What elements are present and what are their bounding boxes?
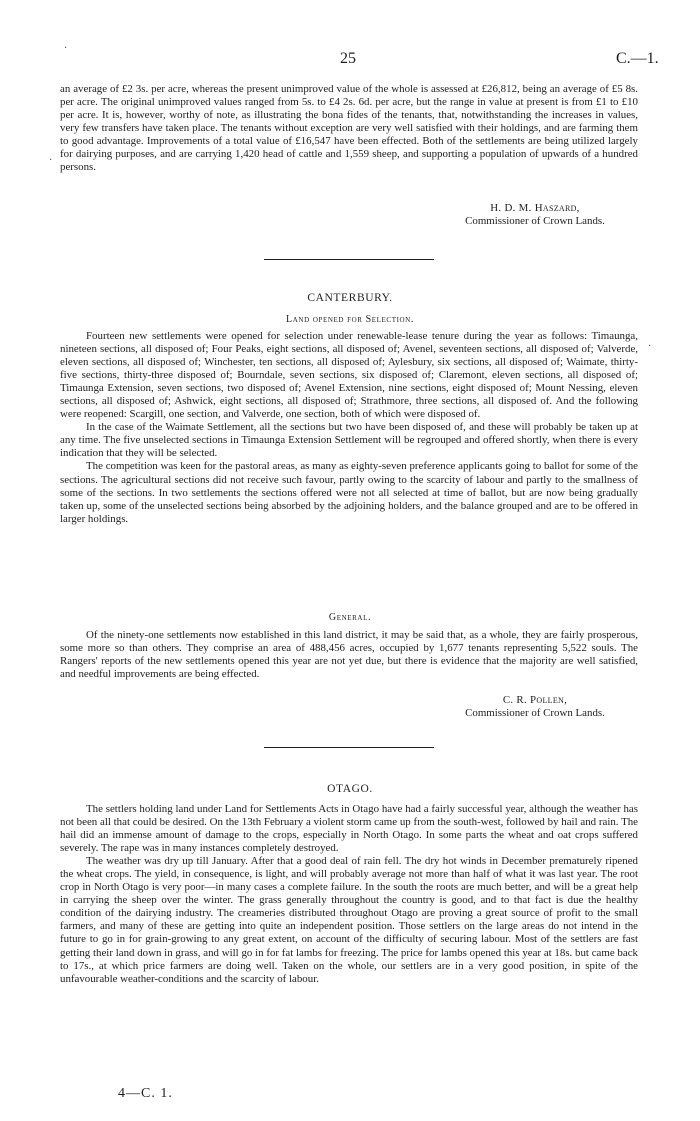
canterbury-paragraph-2: In the case of the Waimate Settlement, all the sections but two have been disposed of, and these will probably be taken up at any time. The five unselected sections in Timaunga Extension Settlement will be regrouped and offered shortly, when there is every indication that they will be selected. xyxy=(60,421,638,460)
canterbury-heading: CANTERBURY. xyxy=(307,292,393,304)
signature-haszard xyxy=(430,202,640,228)
otago-heading: OTAGO. xyxy=(327,783,373,795)
intro-paragraph: an average of £2 3s. per acre, whereas the present unimproved value of the whole is assessed at £26,812, being an average of £5 8s. per acre. The original unimproved values ranged from 5s. to £4 2s. 6d. per acre, but the range in value at present is from £1 to £10 per acre. It is, however, worthy of note, as illustrating the bona fides of the tenants, that, notwithstanding the increases in values, very few transfers have taken place. The tenants without exception are very well satisfied with their holdings, and are farming them to good advantage. Improvements of a total value of £16,547 have been effected. Both of the settlements are being utilized largely for dairying purposes, and are carrying 1,420 head of cattle and 1,559 sheep, and supporting a population of upwards of a hundred persons. xyxy=(60,83,638,174)
signature-title: Commissioner of Crown Lands. xyxy=(465,215,605,228)
signature-pollen xyxy=(430,694,640,720)
canterbury-paragraph-1: Fourteen new settlements were opened for selection under renewable-lease tenure during the year as follows: Timaunga, nineteen sections, all disposed of; Four Peaks, eight sections, all disposed of; Avenel, seventeen sections, all disposed of; Valverde, eleven sections, all disposed of; Winchester, ten sections, all disposed of; Aylesbury, six sections, all disposed of; Waimate, thirty-five sections, thirty-three disposed of; Bourndale, seven sections, six disposed of; Claremont, eleven sections, all disposed of; Timaunga Extension, seven sections, two disposed of; Avenel Extension, nine sections, eight disposed of; Mount Nessing, eleven sections, all disposed of; Ashwick, eight sections, all disposed of; Strathmore, three sections, all disposed of. And the following were reopened: Scargill, one section, and Valverde, one section, both of which were disposed of. xyxy=(60,330,638,421)
section-divider xyxy=(264,747,434,748)
general-paragraph-block xyxy=(60,629,638,681)
signature-name: C. R. Pollen, xyxy=(502,694,568,706)
otago-paragraph-1: The settlers holding land under Land for Settlements Acts in Otago have had a fairly successful year, although the weather has not been all that could be desired. On the 13th February a violent storm came up from the south-west, followed by hail and rain. The hail did an immense amount of damage to the crops, especially in North Otago. In some parts the wheat and oat crops suffered severely. The rape was in many instances completely destroyed. xyxy=(60,803,638,855)
margin-dot: · xyxy=(49,155,53,166)
otago-paragraphs xyxy=(60,803,638,986)
section-divider xyxy=(264,259,434,260)
otago-paragraph-2: The weather was dry up till January. After that a good deal of rain fell. The dry hot winds in December prematurely ripened the wheat crops. The yield, in consequence, is light, and will probably average not more than half of what it was last year. The root crop in North Otago is very poor—in many cases a complete failure. In the south the roots are much better, and will be a great help in carrying the sheep over the winter. The grass generally throughout the country is good, and to that fact is due the healthy condition of the dairying industry. The creameries distributed throughout Otago are proving a great source of profit to the small farmers, and many of these are getting into quite an independent position. Those settlers on the large areas do not intend in the future to go in for grain-growing to any great extent, on account of the difficulty of securing labour. Most of the settlers are fast getting their land down in grass, and will go in for fat lambs for freezing. The price for lambs opened this year at 18s. but came back to 17s., at which price farmers are doing well. Taken on the whole, our settlers are in a very good position, in spite of the unfavourable weather-conditions and the scarcity of labour. xyxy=(60,855,638,985)
margin-dot: · xyxy=(648,341,652,352)
canterbury-paragraph-3: The competition was keen for the pastoral areas, as many as eighty-seven preference applicants going to ballot for some of the sections. The agricultural sections did not receive such favour, partly owing to the scarcity of labour and partly to the smallness of some of the sections. In two settlements the sections offered were not all selected at time of ballot, but are now being gradually taken up, some of the unselected sections being absorbed by the adjoining holders, and the balance grouped and are to be offered in larger holdings. xyxy=(60,460,638,525)
signature-mark: 4—C. 1. xyxy=(118,1086,173,1101)
margin-dot: · xyxy=(64,43,68,54)
document-reference: C.—1. xyxy=(616,50,659,67)
page-number: 25 xyxy=(340,50,356,67)
general-subheading: General. xyxy=(328,612,372,623)
signature-title: Commissioner of Crown Lands. xyxy=(465,707,605,720)
canterbury-paragraphs xyxy=(60,330,638,526)
general-paragraph: Of the ninety-one settlements now established in this land district, it may be said that, as a whole, they are fairly prosperous, some more so than others. They comprise an area of 488,456 acres, occupied by 1,677 tenants representing 5,522 souls. The Rangers' reports of the new settlements opened this year are not yet due, but there is evidence that the majority are well satisfied, and needful improvements are being effected. xyxy=(60,629,638,681)
canterbury-subheading: Land opened for Selection. xyxy=(286,314,414,325)
intro-paragraph-block xyxy=(60,83,638,174)
signature-name: H. D. M. Haszard, xyxy=(490,202,580,214)
